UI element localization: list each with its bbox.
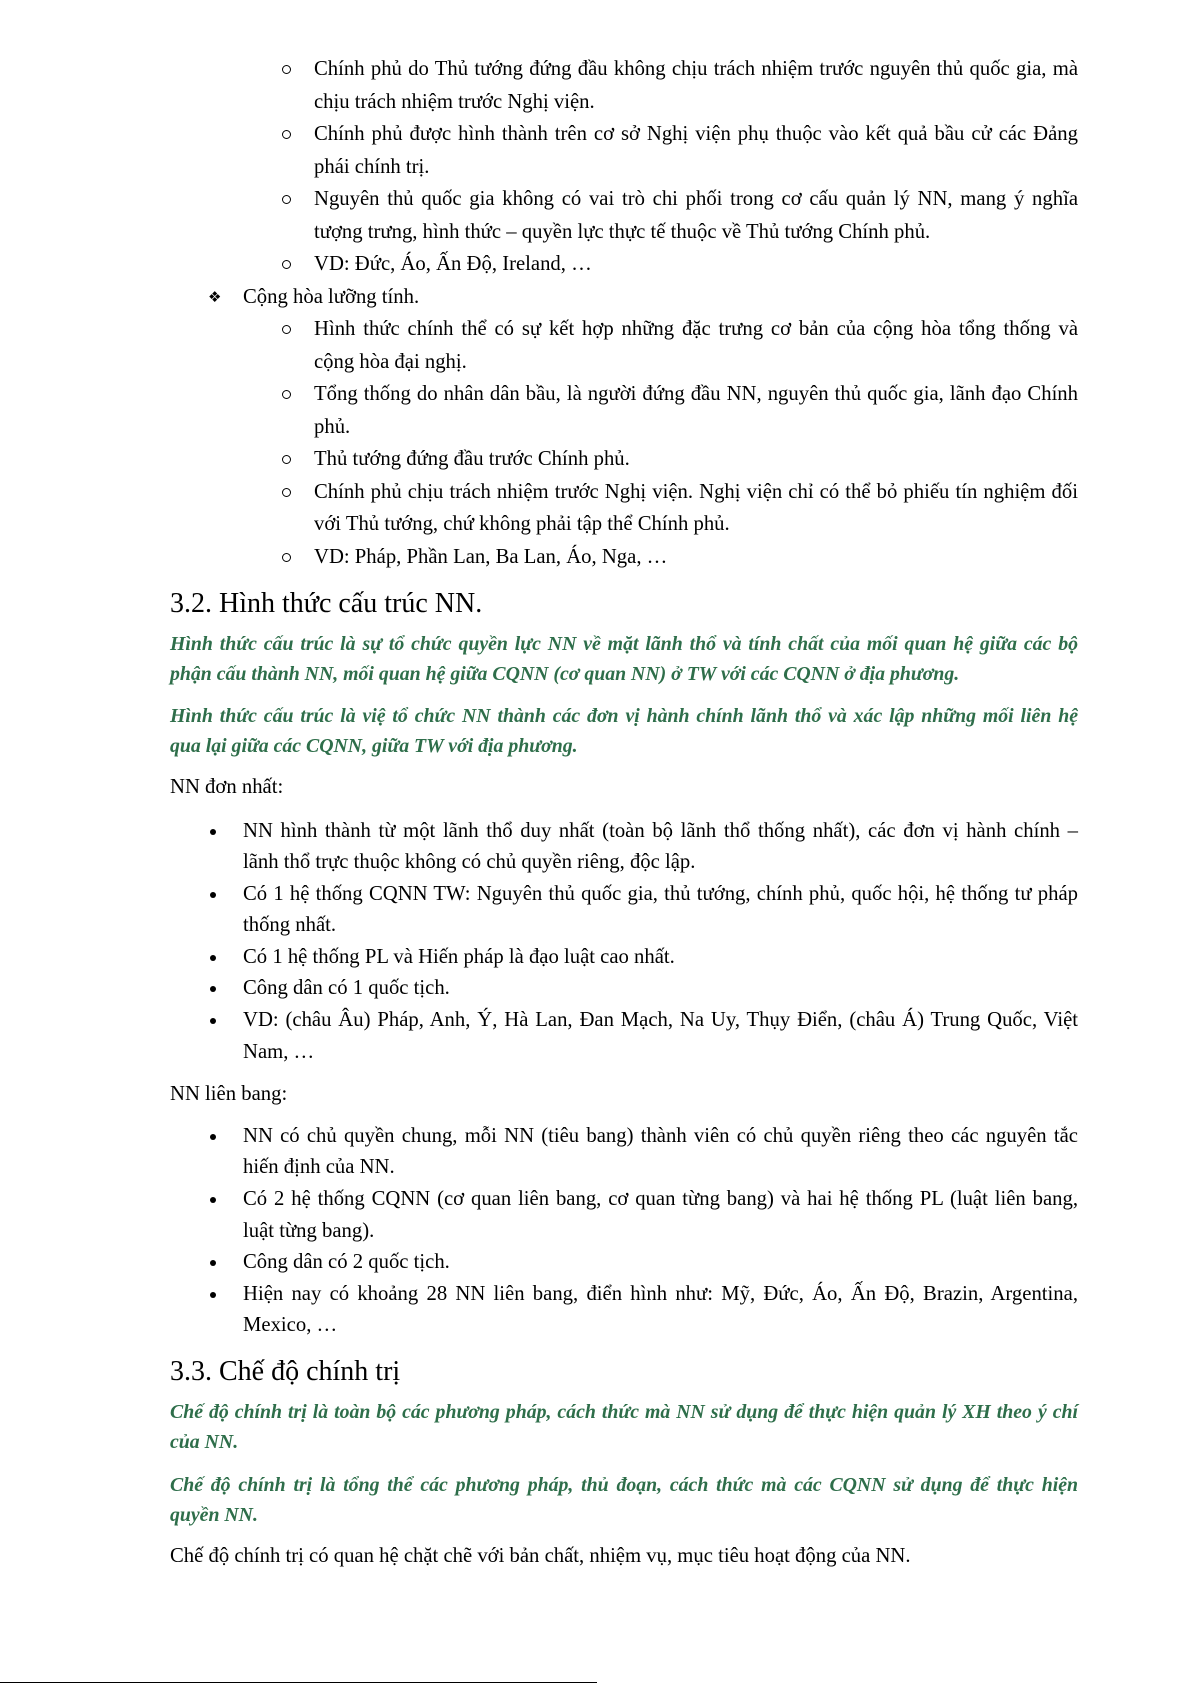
- federal-state-list: [170, 1121, 1078, 1342]
- list-item-line: thống nhất.: [243, 914, 337, 937]
- mixed-republic-list: [170, 313, 1078, 573]
- federal-state-label: NN liên bang:: [170, 1083, 288, 1106]
- list-item: [170, 942, 1078, 974]
- list-item-line: phái chính trị.: [314, 155, 430, 178]
- bullet-dot-icon: [210, 955, 216, 961]
- definition-paragraph: [170, 1470, 1078, 1530]
- bullet-dot-icon: [210, 986, 216, 992]
- circle-bullet-icon: [282, 130, 291, 139]
- bullet-dot-icon: [210, 892, 216, 898]
- definition-paragraph: [170, 701, 1078, 761]
- list-item-line: phủ.: [314, 415, 351, 438]
- list-item-line: Hình thức chính thể có sự kết hợp những đặc trưng cơ bản của cộng hòa tổng thống và: [314, 318, 1078, 340]
- list-item: [170, 1184, 1078, 1247]
- bullet-dot-icon: [210, 1197, 216, 1203]
- list-item: [170, 1247, 1078, 1279]
- list-item-line: tượng trưng, hình thức – quyền lực thực tế thuộc về Thủ tướng Chính phủ.: [314, 220, 931, 243]
- circle-bullet-icon: [282, 325, 291, 334]
- definition-line: phận cấu thành NN, mối quan hệ giữa CQNN (cơ quan NN) ở TW với các CQNN ở địa phương.: [170, 663, 960, 685]
- definition-paragraph: [170, 1397, 1078, 1457]
- list-item: [170, 443, 1078, 476]
- list-item-line: Chính phủ được hình thành trên cơ sở Nghị viện phụ thuộc vào kết quả bầu cử các Đảng: [314, 123, 1078, 145]
- definition-line: Chế độ chính trị là tổng thể các phương pháp, thủ đoạn, cách thức mà các CQNN sử dụng để thực hiện: [170, 1473, 1078, 1496]
- list-item-line: NN có chủ quyền chung, mỗi NN (tiêu bang) thành viên có chủ quyền riêng theo các nguyên tắc: [243, 1124, 1078, 1147]
- list-item-line: Nguyên thủ quốc gia không có vai trò chi phối trong cơ cấu quản lý NN, mang ý nghĩa: [314, 188, 1078, 210]
- circle-bullet-icon: [282, 553, 291, 562]
- bullet-dot-icon: [210, 1260, 216, 1266]
- definition-line: Hình thức cấu trúc là việ tổ chức NN thành các đơn vị hành chính lãnh thổ và xác lập những mối liên hệ: [170, 705, 1078, 727]
- parliamentary-features-list: [170, 53, 1078, 281]
- list-item: [170, 118, 1078, 183]
- circle-bullet-icon: [282, 65, 291, 74]
- circle-bullet-icon: [282, 260, 291, 269]
- list-item-line: VD: Pháp, Phần Lan, Ba Lan, Áo, Nga, …: [314, 545, 668, 568]
- list-item: [170, 879, 1078, 942]
- list-item: [170, 1279, 1078, 1342]
- list-item: [170, 973, 1078, 1005]
- list-item-line: hiến định của NN.: [243, 1156, 395, 1179]
- list-item: [170, 248, 1078, 281]
- body-paragraph: Chế độ chính trị có quan hệ chặt chẽ với bản chất, nhiệm vụ, mục tiêu hoạt động của NN.: [170, 1544, 911, 1567]
- bullet-dot-icon: [210, 1018, 216, 1024]
- list-item: [170, 476, 1078, 541]
- mixed-republic-title-text: Cộng hòa lưỡng tính.: [243, 285, 420, 308]
- definition-line: của NN.: [170, 1430, 239, 1453]
- circle-bullet-icon: [282, 488, 291, 497]
- list-item-line: Nam, …: [243, 1040, 315, 1063]
- unitary-state-list: [170, 816, 1078, 1069]
- list-item-line: Thủ tướng đứng đầu trước Chính phủ.: [314, 448, 630, 470]
- unitary-state-label: NN đơn nhất:: [170, 776, 284, 798]
- mixed-republic-title: [170, 281, 1078, 314]
- list-item-line: Có 1 hệ thống PL và Hiến pháp là đạo luật cao nhất.: [243, 945, 675, 968]
- list-item-line: Hiện nay có khoảng 28 NN liên bang, điển hình như: Mỹ, Đức, Áo, Ấn Độ, Brazin, Argentina,: [243, 1282, 1078, 1305]
- list-item-line: cộng hòa đại nghị.: [314, 350, 467, 373]
- bullet-dot-icon: [210, 1292, 216, 1298]
- definition-line: Hình thức cấu trúc là sự tổ chức quyền lực NN về mặt lãnh thổ và tính chất của mối quan hệ giữa các bộ: [170, 633, 1078, 655]
- list-item-line: Công dân có 1 quốc tịch.: [243, 977, 450, 1000]
- list-item-line: chịu trách nhiệm trước Nghị viện.: [314, 90, 595, 113]
- definition-line: quyền NN.: [170, 1503, 258, 1526]
- list-item: [170, 1005, 1078, 1068]
- list-item-line: với Thủ tướng, chứ không phải tập thể Chính phủ.: [314, 513, 730, 535]
- list-item: [170, 183, 1078, 248]
- list-item-line: VD: Đức, Áo, Ấn Độ, Ireland, …: [314, 253, 592, 275]
- page-content: [170, 0, 1078, 1572]
- list-item: [170, 541, 1078, 574]
- bullet-dot-icon: [210, 1134, 216, 1140]
- list-item-line: luật từng bang).: [243, 1219, 375, 1242]
- list-item: [170, 1121, 1078, 1184]
- definition-line: qua lại giữa các CQNN, giữa TW với địa phương.: [170, 735, 578, 757]
- list-item: [170, 816, 1078, 879]
- list-item-line: NN hình thành từ một lãnh thổ duy nhất (toàn bộ lãnh thổ thống nhất), các đơn vị hành chính –: [243, 819, 1078, 842]
- footnote-separator: [0, 1682, 597, 1683]
- diamond-bullet-icon: [208, 281, 221, 314]
- circle-bullet-icon: [282, 195, 291, 204]
- list-item: [170, 53, 1078, 118]
- circle-bullet-icon: [282, 390, 291, 399]
- list-item-line: Mexico, …: [243, 1314, 338, 1337]
- list-item-line: Có 1 hệ thống CQNN TW: Nguyên thủ quốc gia, thủ tướng, chính phủ, quốc hội, hệ thống tư pháp: [243, 882, 1078, 905]
- list-item-line: VD: (châu Âu) Pháp, Anh, Ý, Hà Lan, Đan Mạch, Na Uy, Thụy Điển, (châu Á) Trung Quốc, Việt: [243, 1009, 1078, 1032]
- definition-paragraph: [170, 629, 1078, 689]
- definition-line: Chế độ chính trị là toàn bộ các phương pháp, cách thức mà NN sử dụng để thực hiện quản lý XH theo ý chí: [170, 1400, 1078, 1423]
- list-item-line: Có 2 hệ thống CQNN (cơ quan liên bang, cơ quan từng bang) và hai hệ thống PL (luật liên bang,: [243, 1187, 1078, 1210]
- circle-bullet-icon: [282, 455, 291, 464]
- list-item-line: Chính phủ chịu trách nhiệm trước Nghị viện. Nghị viện chỉ có thể bỏ phiếu tín nghiệm đối: [314, 480, 1078, 503]
- section-heading-3-2: 3.2. Hình thức cấu trúc NN.: [170, 588, 483, 619]
- list-item-line: Tổng thống do nhân dân bầu, là người đứng đầu NN, nguyên thủ quốc gia, lãnh đạo Chính: [314, 383, 1078, 405]
- list-item: [170, 378, 1078, 443]
- bullet-dot-icon: [210, 829, 216, 835]
- list-item-line: lãnh thổ trực thuộc không có chủ quyền riêng, độc lập.: [243, 851, 696, 874]
- list-item-line: Chính phủ do Thủ tướng đứng đầu không chịu trách nhiệm trước nguyên thủ quốc gia, mà: [314, 58, 1078, 80]
- section-heading-3-3: 3.3. Chế độ chính trị: [170, 1355, 401, 1387]
- list-item-line: Công dân có 2 quốc tịch.: [243, 1251, 450, 1274]
- list-item: [170, 313, 1078, 378]
